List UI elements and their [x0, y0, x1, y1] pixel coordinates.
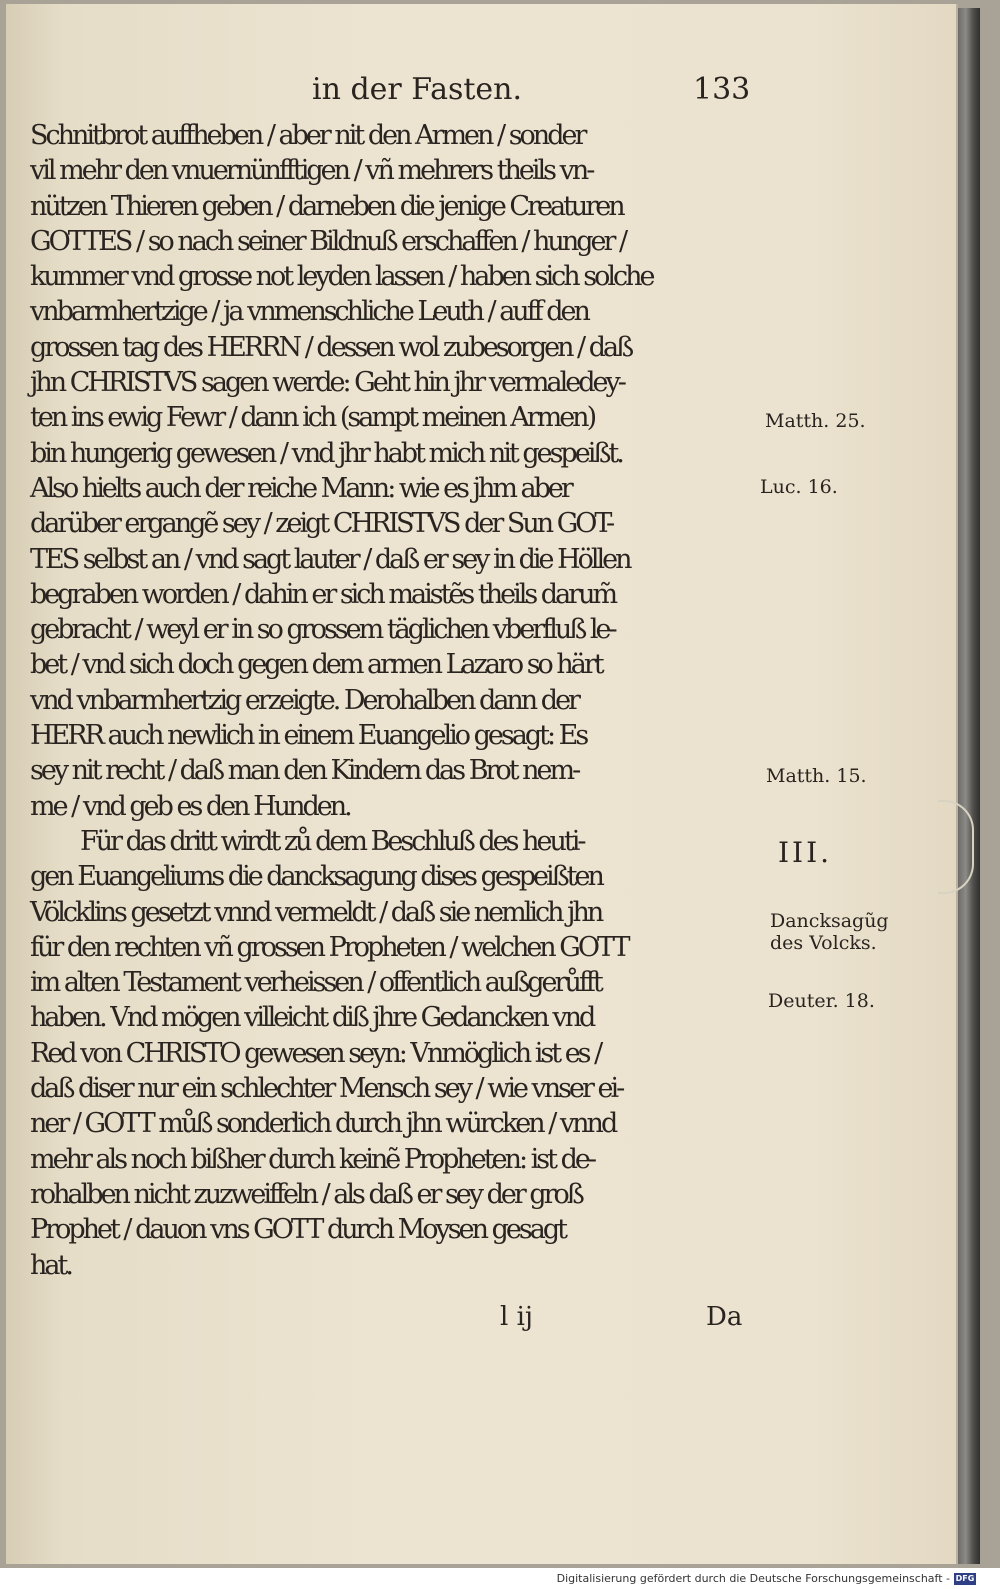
margin-note-matth-25: Matth. 25. [765, 410, 866, 432]
margin-note-dancksagung [770, 910, 889, 954]
text-line: HERR auch newlich in einem Euangelio gesagt: Es [30, 720, 587, 752]
margin-note-matth-15: Matth. 15. [766, 765, 867, 787]
catchword: Da [706, 1302, 743, 1332]
text-line: jhn CHRISTVS sagen werde: Geht hin jhr vermaledey- [30, 367, 624, 399]
main-text-block [30, 118, 760, 1283]
book-edge [958, 8, 980, 1564]
text-line: kummer vnd grosse not leyden lassen / haben sich solche [30, 261, 653, 293]
text-line: begraben worden / dahin er sich maistẽs theils darum̃ [30, 578, 616, 610]
text-line: haben. Vnd mögen villeicht diß jhre Gedancken vnd [30, 1002, 594, 1034]
page-number: 133 [693, 72, 751, 107]
margin-note-luc-16: Luc. 16. [760, 476, 838, 498]
text-line: gen Euangeliums die dancksagung dises gespeißten [30, 861, 602, 893]
text-line: Prophet / dauon vns GOTT durch Moysen gesagt [30, 1214, 565, 1246]
clasp-loop [938, 800, 974, 894]
page-header [0, 0, 1000, 130]
text-line: gebracht / weyl er in so grossem täglichen vberfluß le- [30, 614, 615, 646]
margin-note-line: des Volcks. [770, 932, 877, 954]
text-line: Red von CHRISTO gewesen seyn: Vnmöglich ist es / [30, 1037, 601, 1069]
footer-bar [0, 1570, 1000, 1589]
text-line: Schnitbrot auffheben / aber nit den Armen / sonder [30, 120, 585, 151]
text-line: Völcklins gesetzt vnnd vermeldt / daß sie nemlich jhn [30, 896, 602, 928]
text-line: im alten Testament verheissen / offentlich außgerůfft [30, 967, 601, 999]
text-line: hat. [30, 1249, 71, 1281]
text-line: ner / GOTT můß sonderlich durch jhn würcken / vnnd [30, 1108, 616, 1140]
running-head: in der Fasten. [312, 72, 523, 107]
text-line: darüber ergangẽ sey / zeigt CHRISTVS der Sun GOT- [30, 508, 613, 540]
text-line: TES selbst an / vnd sagt lauter / daß er sey in die Höllen [30, 543, 630, 575]
text-line: Für das dritt wirdt zů dem Beschluß des heuti- [80, 825, 584, 857]
text-line: nützen Thieren geben / darneben die jenige Creaturen [30, 190, 623, 222]
text-line: für den rechten vñ grossen Propheten / welchen GOTT [30, 931, 628, 963]
text-line: bet / vnd sich doch gegen dem armen Lazaro so härt [30, 649, 602, 681]
margin-note-deuter-18: Deuter. 18. [768, 990, 875, 1012]
text-line: sey nit recht / daß man den Kindern das Brot nem- [30, 755, 579, 787]
text-line: vnbarmhertzige / ja vnmenschliche Leuth / auff den [30, 296, 588, 328]
dfg-logo-icon: DFG [955, 1574, 975, 1583]
text-line: daß diser nur ein schlechter Mensch sey / wie vnser ei- [30, 1073, 623, 1105]
margin-note-line: Dancksagũg [770, 910, 889, 932]
text-line: mehr als noch bißher durch keinẽ Propheten: ist de- [30, 1143, 594, 1175]
text-line: vnd vnbarmhertzig erzeigte. Derohalben dann der [30, 684, 578, 716]
footer-credit: Digitalisierung gefördert durch die Deutsche Forschungsgemeinschaft - [556, 1572, 950, 1585]
text-line: ten ins ewig Fewr / dann ich (sampt meinen Armen) [30, 402, 595, 434]
text-line: vil mehr den vnuernünfftigen / vñ mehrers theils vn- [30, 155, 593, 187]
text-line: me / vnd geb es den Hunden. [30, 790, 350, 822]
text-line: GOTTES / so nach seiner Bildnuß erschaffen / hunger / [30, 225, 626, 257]
section-number: III. [778, 836, 833, 869]
text-line: grossen tag des HERRN / dessen wol zubesorgen / daß [30, 331, 632, 363]
signature-mark: l ij [500, 1302, 533, 1332]
text-line: Also hielts auch der reiche Mann: wie es jhm aber [30, 472, 571, 504]
text-line: bin hungerig gewesen / vnd jhr habt mich nit gespeißt. [30, 437, 622, 469]
text-line: rohalben nicht zuzweiffeln / als daß er sey der groß [30, 1178, 582, 1210]
